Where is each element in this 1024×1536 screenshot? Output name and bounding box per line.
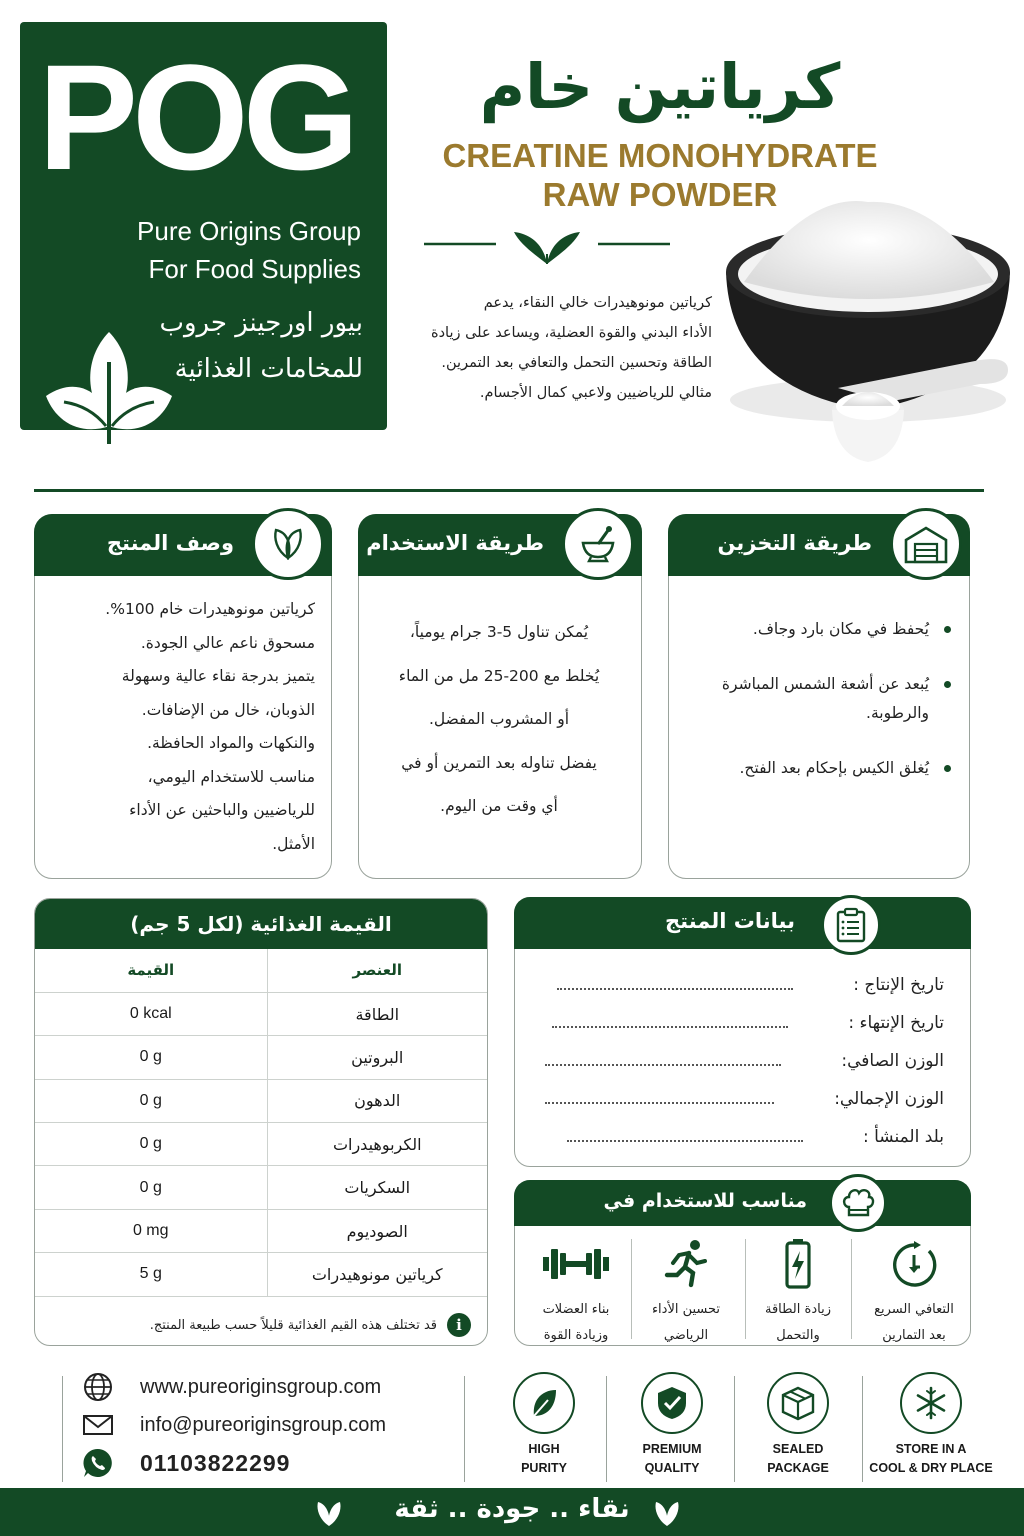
card-header <box>34 514 332 576</box>
suitable-label: تحسين الأداء <box>651 1302 721 1317</box>
leaf-divider <box>424 228 670 268</box>
brand-name-en-line1: Pure Origins Group <box>137 216 361 246</box>
usage-line: يُخلط مع 200-25 مل من الماء <box>398 666 600 685</box>
badge-label: SEALED <box>772 1442 824 1456</box>
nutrient-value: 0 g <box>35 1079 267 1122</box>
table-row <box>35 1036 487 1079</box>
nutrient-name: الكربوهيدرات <box>267 1123 487 1166</box>
nutrient-value: 5 g <box>35 1253 267 1296</box>
snowflake-icon <box>900 1372 962 1434</box>
divider <box>734 1376 735 1482</box>
suitable-item-energy <box>745 1237 851 1341</box>
nutrient-value: 0 g <box>35 1036 267 1079</box>
product-title-english-line1: CREATINE MONOHYDRATE <box>442 137 878 174</box>
badge-label: COOL & DRY PLACE <box>869 1461 993 1475</box>
card-header <box>514 897 971 949</box>
suitable-label: التعافي السريع <box>874 1302 954 1317</box>
field-label: بلد المنشأ : <box>862 1127 944 1147</box>
badge-label: PURITY <box>521 1461 567 1475</box>
column-header-item: العنصر <box>267 949 487 992</box>
footer-tagline: نقاء .. جودة .. ثقة <box>394 1494 630 1524</box>
field-blank <box>567 1132 803 1142</box>
divider <box>606 1376 607 1482</box>
brand-leaf-icon <box>44 322 174 448</box>
table-row <box>35 992 487 1035</box>
nutrient-value: 0 mg <box>35 1209 267 1252</box>
brand-name-ar-line1: بيور اورجينز جروب <box>159 308 363 338</box>
brand-name-en-line2: For Food Supplies <box>148 254 361 284</box>
battery-icon <box>771 1237 825 1291</box>
phone-row[interactable] <box>82 1448 290 1478</box>
section-divider <box>34 489 984 492</box>
brand-logo-panel <box>20 22 387 430</box>
nutrition-title: القيمة الغذائية (لكل 5 جم) <box>35 899 487 949</box>
nutrition-note <box>47 1313 471 1337</box>
nutrient-name: كرياتين مونوهيدرات <box>267 1253 487 1296</box>
intro-line: الأداء البدني والقوة العضلية، ويساعد على زيادة <box>430 325 712 341</box>
globe-icon <box>82 1372 114 1402</box>
badge-premium-quality <box>612 1372 732 1484</box>
badge-label: PREMIUM <box>642 1442 702 1456</box>
table-row <box>35 1079 487 1122</box>
storage-item: يُبعد عن أشعة الشمس المباشرة والرطوبة. <box>683 670 953 728</box>
column-header-value: القيمة <box>35 949 267 992</box>
product-title-arabic: كرياتين خام <box>479 50 841 123</box>
brand-logo: POG <box>38 33 354 201</box>
card-title: طريقة التخزين <box>717 531 872 555</box>
production-date-field[interactable] <box>545 970 944 1000</box>
field-blank <box>545 1056 781 1066</box>
card-title: مناسب للاستخدام في <box>603 1190 807 1212</box>
field-label: تاريخ الإنتهاء : <box>848 1013 944 1033</box>
envelope-icon <box>82 1413 114 1437</box>
description-line: كرياتين مونوهيدرات خام 100%. <box>105 600 315 618</box>
storage-list <box>683 615 953 783</box>
product-title-english-line2: RAW POWDER <box>542 176 778 213</box>
nutrient-name: الصوديوم <box>267 1209 487 1252</box>
nutrient-value: 0 kcal <box>35 992 267 1035</box>
footer-bar <box>0 1488 1024 1536</box>
nutrition-table <box>35 949 487 1297</box>
info-icon: i <box>447 1313 471 1337</box>
contact-info <box>62 1372 472 1484</box>
divider <box>862 1376 863 1482</box>
description-line: مناسب للاستخدام اليومي، <box>147 767 315 786</box>
badge-label: HIGH <box>528 1442 560 1456</box>
whatsapp-icon <box>82 1447 114 1479</box>
intro-line: كرياتين مونوهيدرات خالي النقاء، يدعم <box>483 295 712 311</box>
suitable-label: بعد التمارين <box>882 1328 946 1343</box>
nutrient-value: 0 g <box>35 1166 267 1209</box>
card-header <box>514 1180 971 1226</box>
suitable-for-card <box>514 1180 971 1346</box>
divider <box>851 1239 852 1339</box>
leaf-icon <box>650 1498 684 1528</box>
table-row <box>35 1123 487 1166</box>
description-line: والنكهات والمواد الحافظة. <box>147 734 315 752</box>
field-label: الوزن الصافي: <box>841 1051 944 1071</box>
suitable-label: زيادة الطاقة <box>765 1302 831 1317</box>
suitable-label: وزيادة القوة <box>543 1328 609 1343</box>
mortar-pestle-icon <box>562 508 634 580</box>
suitable-label: الرياضي <box>663 1328 709 1343</box>
gross-weight-field[interactable] <box>545 1084 944 1114</box>
nutrient-name: البروتين <box>267 1036 487 1079</box>
storage-text <box>683 615 953 809</box>
badge-sealed-package <box>738 1372 858 1484</box>
suitable-item-performance <box>633 1237 739 1341</box>
product-description-card <box>34 514 332 879</box>
storage-item: يُغلق الكيس بإحكام بعد الفتح. <box>683 754 953 783</box>
usage-line: أو المشروب المفضل. <box>428 710 570 728</box>
badge-high-purity <box>484 1372 604 1484</box>
nutrient-name: الدهون <box>267 1079 487 1122</box>
field-blank <box>557 980 793 990</box>
card-header <box>358 514 642 576</box>
expiry-date-field[interactable] <box>545 1008 944 1038</box>
divider <box>464 1376 465 1482</box>
nutrient-name: السكريات <box>267 1166 487 1209</box>
table-header-row <box>35 949 487 992</box>
email-link[interactable]: info@pureoriginsgroup.com <box>140 1413 386 1436</box>
stopwatch-icon <box>887 1237 941 1291</box>
badge-label: STORE IN A <box>895 1442 967 1456</box>
suitable-label: والتحمل <box>776 1328 820 1343</box>
usage-line: يفضل تناوله بعد التمرين أو في <box>401 753 597 772</box>
table-row <box>35 1166 487 1209</box>
badge-label: PACKAGE <box>767 1461 829 1475</box>
table-row <box>35 1209 487 1252</box>
intro-line: مثالي للرياضيين ولاعبي كمال الأجسام. <box>479 385 712 401</box>
description-line: للرياضيين والباحثين عن الأداء <box>129 801 315 819</box>
leaf-icon <box>252 508 324 580</box>
country-of-origin-field[interactable] <box>545 1122 944 1152</box>
field-label: الوزن الإجمالي: <box>834 1089 944 1109</box>
usage-line: أي وقت من اليوم. <box>440 797 558 815</box>
phone-number[interactable]: 01103822299 <box>140 1449 291 1476</box>
dumbbell-icon <box>541 1237 611 1291</box>
nutrition-note-text: قد تختلف هذه القيم الغذائية قليلاً حسب طبيعة المنتج. <box>149 1317 437 1333</box>
card-title: طريقة الاستخدام <box>366 531 544 555</box>
field-blank <box>545 1094 774 1104</box>
card-title: وصف المنتج <box>106 531 234 555</box>
description-line: مسحوق ناعم عالي الجودة. <box>140 633 315 652</box>
storage-item: يُحفظ في مكان بارد وجاف. <box>683 615 953 644</box>
usage-text <box>373 611 625 829</box>
clipboard-icon <box>821 895 881 955</box>
nutrition-facts-table <box>34 898 488 1346</box>
usage-card <box>358 514 642 879</box>
card-header <box>668 514 970 576</box>
runner-icon <box>659 1237 713 1291</box>
intro-line: الطاقة وتحسين التحمل والتعافي بعد التمرين. <box>441 355 712 371</box>
storage-card <box>668 514 970 879</box>
creatine-bowl-image <box>718 188 1024 478</box>
brand-name-ar-line2: للمخامات الغذائية <box>174 354 363 384</box>
warehouse-icon <box>890 508 962 580</box>
suitable-item-muscle <box>523 1237 629 1341</box>
shield-check-icon <box>641 1372 703 1434</box>
card-title: بيانات المنتج <box>665 909 795 933</box>
badge-label: QUALITY <box>644 1461 700 1475</box>
nutrient-value: 0 g <box>35 1123 267 1166</box>
chef-hat-icon <box>829 1174 887 1232</box>
product-data-card <box>514 897 971 1167</box>
usage-line: يُمكن تناول 5-3 جرام يومياً، <box>409 623 589 641</box>
leaf-icon <box>513 1372 575 1434</box>
divider <box>745 1239 746 1339</box>
description-text <box>49 593 315 861</box>
field-label: تاريخ الإنتاج : <box>853 975 944 995</box>
website-link[interactable]: www.pureoriginsgroup.com <box>140 1375 382 1398</box>
nutrient-name: الطاقة <box>267 992 487 1035</box>
suitable-item-recovery <box>861 1237 967 1341</box>
suitable-label: بناء العضلات <box>542 1302 610 1317</box>
description-line: الأمثل. <box>272 834 315 853</box>
box-icon <box>767 1372 829 1434</box>
description-line: يتميز بدرجة نقاء عالية وسهولة <box>121 667 315 685</box>
product-intro <box>400 288 712 408</box>
website-row[interactable] <box>82 1372 381 1402</box>
email-row[interactable] <box>82 1410 386 1440</box>
description-line: الذوبان، خال من الإضافات. <box>141 700 315 719</box>
badge-store-cool-dry <box>866 1372 996 1484</box>
field-blank <box>552 1018 788 1028</box>
net-weight-field[interactable] <box>545 1046 944 1076</box>
table-row <box>35 1253 487 1296</box>
divider <box>631 1239 632 1339</box>
